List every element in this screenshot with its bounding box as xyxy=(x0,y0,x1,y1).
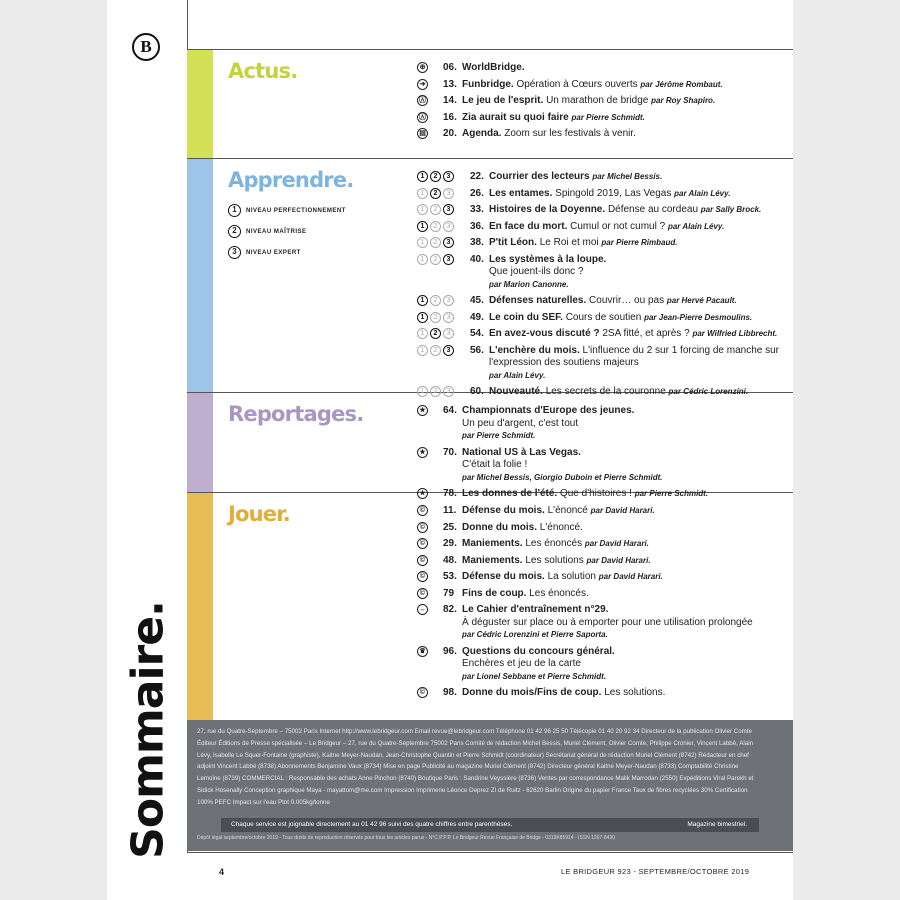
level-indicator xyxy=(417,312,454,323)
entry-desc: Opération à Cœurs ouverts xyxy=(516,78,638,90)
entry-desc: Les secrets de la couronne xyxy=(545,386,666,397)
entry-author: par David Harari. xyxy=(598,572,663,581)
level-2-icon: 2 xyxy=(430,295,441,306)
level-indicator xyxy=(417,254,454,265)
star-icon: ★ xyxy=(417,488,428,499)
page-ref: 70. xyxy=(443,446,457,458)
entry-title: P'tit Léon. xyxy=(489,237,537,248)
page-ref: 36. xyxy=(470,220,484,232)
entry-subtitle: l'expression des soutiens majeurs xyxy=(489,357,639,368)
legal-text: Dépôt légal septembre/octobre 2019 - Tous droits de reproduction réservés pour tous les articles parus - N°C.P.P.P. Le Bridgeur Revue Française de Bridge - 0319K85914 - ISSN 1267-8430 xyxy=(197,835,615,841)
entry-title: Zia aurait su quoi faire xyxy=(462,111,569,123)
level-indicator xyxy=(417,221,454,232)
page-ref: 45. xyxy=(470,295,484,306)
legend-row xyxy=(228,225,346,238)
entry-title: Le coin du SEF. xyxy=(489,311,563,323)
page-ref: 82. xyxy=(443,604,457,615)
entry-title: Nouveauté. xyxy=(489,386,543,397)
toc-entry xyxy=(417,646,787,684)
level-indicator xyxy=(417,171,454,182)
page-ref: 20. xyxy=(443,128,457,139)
level-indicator xyxy=(417,295,454,306)
entry-desc: Les solutions. xyxy=(604,687,666,698)
level-1-icon: 1 xyxy=(417,188,428,199)
level-1-icon: 1 xyxy=(417,204,428,215)
level-1-icon: 1 xyxy=(417,254,428,265)
level-indicator xyxy=(417,345,454,356)
entry-title: Championnats d'Europe des jeunes. xyxy=(462,405,635,416)
level-legend xyxy=(228,204,346,267)
entry-desc: Spingold 2019, Las Vegas xyxy=(555,187,672,199)
entry-title: Questions du concours général. xyxy=(462,645,615,657)
entry-title: Maniements. xyxy=(462,554,523,566)
toc-entry xyxy=(417,112,787,125)
level-3-icon: 3 xyxy=(443,295,454,306)
entry-desc: La solution xyxy=(547,571,596,582)
section-title: Reportages. xyxy=(228,402,364,426)
level-2-icon: 2 xyxy=(430,386,441,397)
copyright-icon: © xyxy=(417,571,428,582)
page-ref: 14. xyxy=(443,95,457,106)
copyright-icon: © xyxy=(417,522,428,533)
contact-note: Chaque service est joignable directement au 01 42 96 suivi des quatre chiffres entre parenthèses. xyxy=(231,821,513,828)
page-ref: 60. xyxy=(470,386,484,397)
level-2-icon: 2 xyxy=(430,312,441,323)
entry-list xyxy=(417,62,787,145)
entry-desc: Couvrir… ou pas xyxy=(589,295,665,306)
toc-entry xyxy=(417,555,787,568)
entry-desc: 2SA fitté, et après ? xyxy=(602,328,690,339)
entry-author: par Michel Bessis, Giorgio Duboin et Pierre Schmidt. xyxy=(462,472,663,482)
toc-entry xyxy=(417,188,787,201)
level-indicator xyxy=(417,328,454,339)
entry-author: par David Harari. xyxy=(586,555,651,565)
entry-author: par Pierre Schmidt. xyxy=(462,431,536,440)
entry-author: par Marion Canonne. xyxy=(489,279,569,289)
entry-title: Défenses naturelles. xyxy=(489,295,587,306)
page-ref: 16. xyxy=(443,111,457,123)
entry-desc: Que d'histoires ! xyxy=(559,488,632,499)
entry-subtitle: Que jouent-ils donc ? xyxy=(489,266,584,277)
toc-entry xyxy=(417,588,787,601)
level-2-icon: 2 xyxy=(430,328,441,339)
level-2-icon: 2 xyxy=(430,237,441,248)
entry-desc: Un marathon de bridge xyxy=(546,95,649,106)
level-1-icon: 1 xyxy=(417,221,428,232)
level-2-icon: 2 xyxy=(430,345,441,356)
copyright-icon: © xyxy=(417,588,428,599)
level-3-icon: 3 xyxy=(228,246,241,259)
entry-title: Le Cahier d'entraînement n°29. xyxy=(462,604,609,615)
section-title: Jouer. xyxy=(228,502,290,526)
toc-entry xyxy=(417,221,787,234)
toc-entry xyxy=(417,62,787,75)
legend-label: NIVEAU PERFECTIONNEMENT xyxy=(246,207,346,214)
level-1-icon: 1 xyxy=(228,204,241,217)
entry-author: par Roy Shapiro. xyxy=(651,96,716,105)
entry-desc: Les énoncés. xyxy=(529,587,589,599)
globe-icon: ⊕ xyxy=(417,62,428,73)
entry-subtitle: Enchères et jeu de la carte xyxy=(462,658,581,669)
page-ref: 64. xyxy=(443,405,457,416)
toc-entry xyxy=(417,447,787,485)
page-ref: 29. xyxy=(443,538,457,549)
entry-author: par Pierre Schmidt. xyxy=(571,112,645,122)
entry-desc: Le Roi et moi xyxy=(539,237,599,248)
toc-entry xyxy=(417,345,787,383)
entry-title: Les systèmes à la loupe. xyxy=(489,253,607,265)
entry-author: par Pierre Schmidt. xyxy=(634,489,709,498)
entry-title: L'enchère du mois. xyxy=(489,344,580,356)
entry-title: En face du mort. xyxy=(489,220,568,232)
entry-list xyxy=(417,171,787,403)
entry-title: Agenda. xyxy=(462,128,502,139)
entry-author: par Wilfried Libbrecht. xyxy=(692,329,778,338)
level-3-icon: 3 xyxy=(443,312,454,323)
level-2-icon: 2 xyxy=(430,254,441,265)
page-ref: 56. xyxy=(470,344,484,356)
level-1-icon: 1 xyxy=(417,312,428,323)
entry-author: par Michel Bessis. xyxy=(592,172,663,181)
double-arrow-icon: ↔ xyxy=(419,606,426,613)
page-ref: 06. xyxy=(443,62,457,73)
level-3-icon: 3 xyxy=(443,328,454,339)
entry-desc: L'énoncé xyxy=(547,505,588,516)
entry-title: Histoires de la Doyenne. xyxy=(489,204,606,215)
toc-entry xyxy=(417,571,787,584)
copyright-icon: © xyxy=(417,538,428,549)
copyright-icon: © xyxy=(417,505,428,516)
toc-entry xyxy=(417,522,787,535)
entry-desc: L'énoncé. xyxy=(539,521,583,533)
toc-entry xyxy=(417,95,787,108)
toc-entry xyxy=(417,204,787,217)
entry-title: Maniements. xyxy=(462,538,523,549)
entry-list xyxy=(417,505,787,704)
level-indicator xyxy=(417,204,454,215)
page-ref: 79 xyxy=(443,587,455,599)
level-2-icon: 2 xyxy=(430,204,441,215)
entry-title: Défense du mois. xyxy=(462,505,545,516)
entry-author: par Jean-Pierre Desmoulins. xyxy=(644,312,753,322)
level-2-icon: 2 xyxy=(430,188,441,199)
page-title: Sommaire. xyxy=(122,601,174,859)
entry-title: Les entames. xyxy=(489,187,553,199)
page-ref: 22. xyxy=(470,171,484,182)
level-3-icon: 3 xyxy=(443,188,454,199)
entry-title: En avez-vous discuté ? xyxy=(489,328,600,339)
entry-author: par Alain Lévy. xyxy=(667,221,725,231)
masthead xyxy=(187,720,793,851)
legend-row xyxy=(228,204,346,217)
page-ref: 48. xyxy=(443,554,457,566)
entry-author: par Cédric Lorenzini. xyxy=(668,387,749,396)
entry-author: par Pierre Rimbaud. xyxy=(601,238,678,247)
page-ref: 25. xyxy=(443,521,457,533)
section-color-band xyxy=(187,50,213,158)
toc-entry xyxy=(417,237,787,250)
entry-title: WorldBridge. xyxy=(462,62,525,73)
level-2-icon: 2 xyxy=(430,171,441,182)
level-3-icon: 3 xyxy=(443,221,454,232)
section-title: Actus. xyxy=(228,59,298,83)
entry-author: par Alain Lévy. xyxy=(674,188,731,198)
section-reportages xyxy=(187,393,793,499)
section-color-band xyxy=(187,493,213,720)
page-ref: 40. xyxy=(470,253,484,265)
entry-subtitle: À déguster sur place ou à emporter pour une utilisation prolongée xyxy=(462,616,753,628)
level-1-icon: 1 xyxy=(417,345,428,356)
entry-desc: Les énoncés xyxy=(525,538,583,549)
entry-title: Fins de coup. xyxy=(462,587,527,599)
legend-row xyxy=(228,246,346,259)
entry-desc: Les solutions xyxy=(525,554,584,566)
level-3-icon: 3 xyxy=(443,171,454,182)
entry-desc: Zoom sur les festivals à venir. xyxy=(504,128,636,139)
toc-entry xyxy=(417,254,787,292)
entry-desc: Cumul or not cumul ? xyxy=(570,220,666,232)
page-ref: 53. xyxy=(443,571,457,582)
entry-title: Défense du mois. xyxy=(462,571,545,582)
section-jouer xyxy=(187,493,793,720)
entry-desc: L'influence du 2 sur 1 forcing de manche sur xyxy=(582,344,779,356)
entry-title: Funbridge. xyxy=(462,78,514,90)
brain-icon: Ⓐ xyxy=(419,97,426,104)
level-1-icon: 1 xyxy=(417,295,428,306)
toc-entry xyxy=(417,505,787,518)
page-ref: 33. xyxy=(470,204,484,215)
section-color-band xyxy=(187,159,213,392)
section-title: Apprendre. xyxy=(228,168,354,192)
logo-letter: B xyxy=(140,37,152,56)
entry-title: Donne du mois/Fins de coup. xyxy=(462,687,602,698)
page-ref: 13. xyxy=(443,78,457,90)
level-indicator xyxy=(417,237,454,248)
entry-title: Courrier des lecteurs xyxy=(489,171,590,182)
toc-entry xyxy=(417,79,787,92)
copyright-icon: © xyxy=(417,555,428,566)
level-indicator xyxy=(417,188,454,199)
entry-author: par Cédric Lorenzini et Pierre Saporta. xyxy=(462,630,608,639)
toc-entry xyxy=(417,128,787,141)
entry-subtitle: Un peu d'argent, c'est tout xyxy=(462,417,579,429)
level-2-icon: 2 xyxy=(228,225,241,238)
copyright-icon: © xyxy=(417,687,428,698)
page-ref: 38. xyxy=(470,237,484,248)
section-apprendre xyxy=(187,159,793,397)
legend-label: NIVEAU EXPERT xyxy=(246,249,301,256)
star-icon: ★ xyxy=(417,405,428,416)
level-1-icon: 1 xyxy=(417,171,428,182)
entry-desc: Défense au cordeau xyxy=(607,204,699,215)
entry-title: Donne du mois. xyxy=(462,521,537,533)
toc-entry xyxy=(417,538,787,551)
entry-author: par Jérôme Rombaut. xyxy=(640,79,723,89)
page-ref: 26. xyxy=(470,187,484,199)
level-1-icon: 1 xyxy=(417,328,428,339)
page-ref: 96. xyxy=(443,645,457,657)
footer-rule xyxy=(187,852,793,853)
page-number: 4 xyxy=(219,867,225,877)
page-ref: 98. xyxy=(443,687,457,698)
entry-title: Le jeu de l'esprit. xyxy=(462,95,544,106)
entry-author: par Alain Lévy. xyxy=(489,370,546,380)
toc-entry xyxy=(417,312,787,325)
issue-label: LE BRIDGEUR 923 - SEPTEMBRE/OCTOBRE 2019 xyxy=(561,867,750,876)
level-3-icon: 3 xyxy=(443,237,454,248)
level-3-icon: 3 xyxy=(443,386,454,397)
level-1-icon: 1 xyxy=(417,237,428,248)
legend-label: NIVEAU MAÎTRISE xyxy=(246,228,307,235)
calendar-icon: ▤ xyxy=(417,128,428,139)
entry-author: par Hervé Pacault. xyxy=(666,296,737,305)
entry-desc: Cours de soutien xyxy=(565,311,642,323)
level-1-icon: 1 xyxy=(417,386,428,397)
toc-entry xyxy=(417,405,787,443)
entry-subtitle: C'était la folie ! xyxy=(462,459,528,470)
page-ref: 54. xyxy=(470,328,484,339)
level-3-icon: 3 xyxy=(443,345,454,356)
brain-icon: Ⓐ xyxy=(419,113,426,121)
page-ref: 49. xyxy=(470,311,484,323)
entry-author: par David Harari. xyxy=(584,539,649,548)
section-color-band xyxy=(187,393,213,492)
page-ref: 78. xyxy=(443,488,457,499)
page-ref: 11. xyxy=(443,505,457,516)
toc-entry xyxy=(417,687,787,700)
section-actus xyxy=(187,50,793,158)
arrow-circle-icon: ➔ xyxy=(417,79,428,90)
entry-author: par Lionel Sebbane et Pierre Schmidt. xyxy=(462,671,607,681)
level-3-icon: 3 xyxy=(443,254,454,265)
contact-bar xyxy=(221,818,759,832)
entry-author: par Sally Brock. xyxy=(700,205,762,214)
periodicity-note: Magazine bimestriel. xyxy=(687,821,747,828)
star-icon: ★ xyxy=(417,447,428,458)
toc-entry xyxy=(417,295,787,308)
entry-author: par David Harari. xyxy=(590,506,655,515)
bridgeur-logo xyxy=(132,33,160,61)
toc-entry xyxy=(417,604,787,642)
entry-title: National US à Las Vegas. xyxy=(462,446,581,458)
level-3-icon: 3 xyxy=(443,204,454,215)
trophy-icon: ♛ xyxy=(417,646,428,657)
entry-title: Les donnes de l'été. xyxy=(462,488,558,499)
masthead-text: 27, rue du Quatre-Septembre – 75002 Paris Internet http://www.lebridgeur.com Email revue@lebridgeur.com Téléphone 01 42 96 25 50 Télécopie 01 40 20 92 34 Directeur de la publication Olivier Comte Éditeur Éditions de Presse spécialisée – Le Bridgeur – 27, rue du Quatre-Septembre 75002 Paris Comité de rédaction Michel Bessis, Muriel Clément, Olivier Comte, Philippe Cronier, Vincent Labbé, Alain Lévy, Isabelle Le Squer-Fontaine (graphiste), Kaitne Meyer-Naudan, Jean-Christophe Quantin et Pierre Schmidt (coordinateur) Secrétariat général de rédaction Muriel Clément (8742) Rédacteur en chef adjoint Vincent Labbé (8738) Abonnements Benjamine Vaux (8734) Mise en page Publicité au magazine Muriel Clément (8742) Directeur général Kaitne Meyer-Naudan (8733) Comptabilité Christine Lemoine (8739) COMMERCIAL : Responsable des achats Anne Pinchon (8740) Boutique Paris : Sandrine Veyssière (8736) Ventes par correspondance Malik Marrodan (2550) Expéditions Viral Parekh et Sidick Hosenally Conception graphique Maya - mayattom@me.com Impression Imprimerie Léonce Deprez ZI de Ruitz - 62620 Barlin Origine du papier France Taux de fibres recyclées 30% Certification 100% PEFC Impact sur l'eau Ptot 0.005kg/tonne xyxy=(197,728,754,806)
level-2-icon: 2 xyxy=(430,221,441,232)
toc-entry xyxy=(417,171,787,184)
toc-entry xyxy=(417,328,787,341)
entry-list xyxy=(417,405,787,505)
